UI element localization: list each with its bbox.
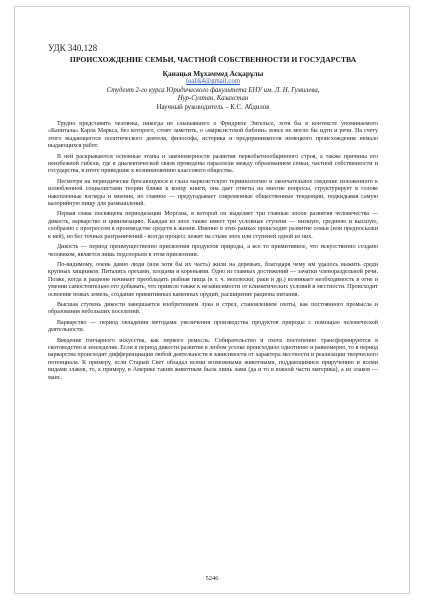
udc-code: УДК 340.128	[48, 43, 98, 53]
author-location: Нур-Султан, Казахстан	[177, 95, 249, 102]
paragraph: Несмотря на периодически бросающуюся в глаза марксистскую терминологию и окончательное сведение изложенного к излюбленной социалистами теории ближе к концу книги, она дает ответы на многие вопросы, структурирует в голове накопленные взгляды и мнения, но главное — предугадывает современные общественные тенденции, подкидывая самую калорийную пищу для размышлений.	[48, 178, 378, 208]
author-affiliation: Студент 2-го курса Юридического факультета ЕНУ им. Л. Н. Гумилева,	[106, 86, 320, 94]
paragraph: Первая глава посвящена периодизации Моргана, в которой он выделяет три главные эпохи развития человечества — дикость, варварство и цивилизацию. Каждая из эпох также имеет три условные ступени — низшую, среднюю и высшую, сообразно с прогрессом в производстве средств к жизни. Именно в этих рамках происходит развитие семьи (или предпосылки к ней), но без точных разграничений - всегда процесс лежит на стыке эпох или ступеней одной из них.	[48, 211, 378, 240]
paragraph: Дикость — период преимущественно присвоения продуктов природы, а все то примитивное, что искусственно создано человеком, является лишь подспорьем в этом присвоении.	[48, 244, 378, 258]
paragraph: Варварство — период овладения методами увеличения производства продуктов природы с помощью человеческой деятельности.	[48, 319, 378, 334]
author-email-link[interactable]: toalik4@gmail.com	[185, 78, 241, 85]
author-name: Қанаңья Мұхаммед Асқарұлы	[162, 69, 264, 78]
page-number: 5246	[205, 575, 219, 582]
scientific-supervisor: Научный руководитель – К.С. Абдилов	[156, 103, 270, 111]
document-page	[14, 6, 410, 594]
paragraph: В ней раскрываются основные этапы и закономерности развития первобытнообщинного строя, а также причины его неизбежной гибели, где в диалектической связи проведены параллели между образованием семьи, частной собственности и государства, в итоге приведшие к возникновению классового общества.	[48, 153, 378, 175]
paragraph: Введение гончарного искусства, как первого ремесла. Собирательство и охота постепенно трансформируются в скотоводство и земледелие. Если в период дикости развитие в любом уголке происходило однотипно и равномерно, то в период варварства происходит дифференциация любой деятельности в зависимости от характера местности и реализации творческого потенциала. К примеру, если Старый Свет обладал всеми возможными животными, поддающимися приручению и всеми видами злаков, то, к примеру, в Америке таким животным была лишь лама (да и то в южной части материка), а из злаков — маис.	[48, 337, 378, 381]
paragraph: Трудно представить человека, никогда не слышавшего о Фридрихе Энгельсе, хотя бы в контексте упоминаемого «Капитала» Карла Маркса, без которого, стоит заметить, о «марксистской библии» вовсе не могло бы идти и речи. На счету этого выдающегося политического деятеля, философа, историка и предпринимателя немецкого происхождения немало выдающихся работ.	[48, 121, 378, 150]
paragraph: Высшая ступень дикости завершается изобретением лука и стрел, становлением охоты, как постоянного промысла и образования небольших поселений.	[48, 301, 378, 316]
article-body	[48, 43, 378, 385]
article-title: ПРОИСХОЖДЕНИЕ СЕМЬИ, ЧАСТНОЙ СОБСТВЕННОСТИ И ГОСУДАРСТВА	[69, 55, 357, 64]
paragraph: По-видимому, очень давно люди (или хотя бы их часть) жили на деревьях, благодаря чему им удалось выжить среди крупных хищников. Питались орехами, плодами и кореньями. Одно из главных достижений — зачатки членораздельной речи. Позже, когда в рационе начинает преобладать рыбная пища (в т. ч. моллюски, раки и др.) возникает необходимость в огне и умении самостоятельно его добывать, что привело также к независимости от климатических условий и местности. Происходит освоение новых земель, создание примитивных каменных орудий, расширение рациона питания.	[48, 261, 378, 298]
